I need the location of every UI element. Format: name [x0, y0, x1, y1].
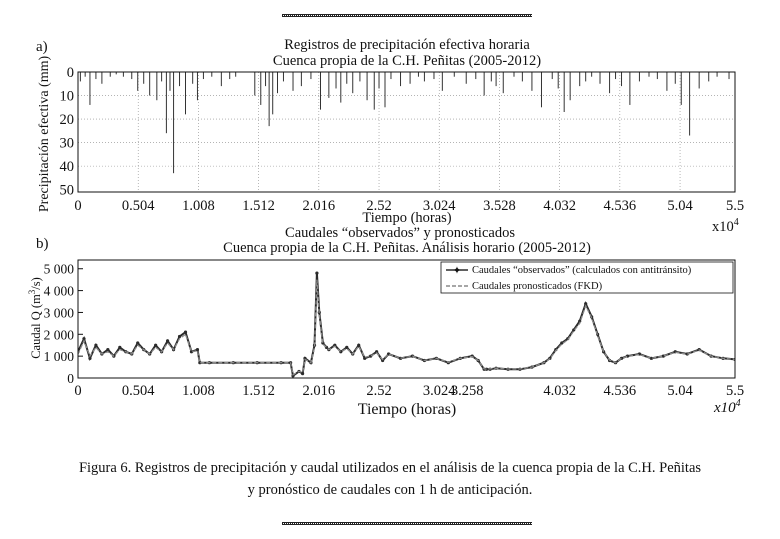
x-axis-label-b: Tiempo (horas): [357, 401, 457, 418]
panel-label-b: b): [36, 236, 49, 252]
x-tick-labels-b: [74, 383, 744, 399]
observed-flow-point: [301, 372, 304, 375]
x-tick-label: 0: [74, 383, 82, 399]
x-tick-label: 3.024: [422, 383, 456, 399]
caption-line-1: Figura 6. Registros de precipitación y caudal utilizados en el análisis de la cuenca propia de la C.H. Peñitas: [78, 460, 702, 476]
panel-label-a: a): [36, 39, 48, 55]
x-tick-label: 5.04: [667, 383, 693, 399]
y-tick-label: 0: [67, 371, 74, 386]
y-tick-label: 1 000: [43, 349, 74, 365]
chart-title-b: Caudales “observados” y pronosticados: [285, 225, 515, 241]
chart-subtitle-b: Cuenca propia de la C.H. Peñitas. Análisis horario (2005-2012): [223, 240, 591, 256]
observed-flow-point: [357, 344, 360, 347]
y-tick-label: 2 000: [43, 327, 74, 343]
x-tick-label: 2.52: [366, 198, 392, 214]
y-tick-labels-a: [60, 65, 75, 199]
x-tick-label: 2.016: [302, 383, 336, 399]
observed-flow-point: [166, 339, 169, 342]
x-tick-label: 1.512: [242, 198, 275, 214]
forecast-flow-line: [78, 280, 735, 375]
observed-flow-point: [345, 346, 348, 349]
observed-flow-point: [315, 272, 318, 275]
plot-frame-a: [78, 72, 735, 192]
y-tick-label: 20: [59, 112, 74, 129]
chart-subtitle-a: Cuenca propia de la C.H. Peñitas (2005-2012): [272, 53, 542, 69]
x-tick-label: 0.504: [121, 198, 155, 214]
y-tick-labels-b: [44, 262, 83, 386]
legend-label-forecast: Caudales pronosticados (FKD): [472, 281, 603, 292]
y-tick-label: 4 000: [43, 283, 74, 299]
y-tick-label: 3 000: [43, 305, 74, 321]
x-tick-label: 5.5: [725, 198, 745, 214]
observed-flow-point: [184, 331, 187, 334]
x-tick-label: 3.528: [483, 198, 516, 214]
x-tick-label: 2.016: [302, 198, 336, 214]
observed-flow-point: [106, 348, 109, 351]
y-tick-label: 30: [59, 135, 74, 152]
legend-label-observed: Caudales “observados” (calculados con antitránsito): [472, 265, 692, 276]
x-tick-label: 0.504: [121, 383, 155, 399]
observed-flow-point: [88, 357, 91, 360]
grid-a: [78, 72, 735, 192]
y-tick-label: 50: [59, 182, 74, 199]
y-tick-label: 5 000: [43, 261, 74, 277]
observed-flow-point: [178, 335, 181, 338]
precipitation-chart: [36, 37, 744, 235]
y-axis-label-b: Caudal Q $(m^3/s)$: [27, 277, 43, 359]
observed-flow-point: [94, 344, 97, 347]
x-tick-label: 1.512: [242, 383, 275, 399]
y-axis-label-a: Precipitación efectiva (mm): [37, 55, 52, 213]
streamflow-chart: [27, 225, 744, 418]
legend: [441, 262, 733, 293]
x-tick-label: 4.536: [603, 198, 637, 214]
x-tick-label: 4.032: [543, 383, 576, 399]
x-tick-label: 1.008: [182, 198, 215, 214]
x-tick-label: 0: [74, 198, 82, 214]
observed-flow-point: [136, 341, 139, 344]
legend-marker-observed: ✦: [452, 265, 462, 277]
figure-caption: [20, 457, 760, 501]
x-multiplier-b: $x10^4$: [714, 398, 741, 416]
precipitation-bars: [80, 72, 729, 173]
x-tick-label: 5.04: [667, 198, 693, 214]
x-tick-label: 4.536: [603, 383, 637, 399]
x-multiplier-a: $x10^4$: [712, 217, 739, 235]
x-tick-label: 1.008: [182, 383, 215, 399]
y-tick-label: 10: [59, 88, 74, 105]
y-tick-label: 40: [59, 159, 74, 176]
x-axis-label-a: Tiempo (horas): [362, 210, 452, 226]
x-tick-label: 3.024: [422, 198, 456, 214]
observed-flow-point: [196, 348, 199, 351]
x-tick-label: 2.52: [366, 383, 392, 399]
observed-flow-point: [118, 346, 121, 349]
x-tick-label: 4.032: [543, 198, 576, 214]
bottom-decorative-rule: [282, 522, 532, 525]
x-tick-label: 5.5: [725, 383, 745, 399]
y-tick-label: 0: [66, 65, 74, 81]
caption-line-2: y pronóstico de caudales con 1 h de anticipación.: [247, 482, 533, 498]
x-tick-label: 3.258: [450, 383, 484, 399]
chart-title-a: Registros de precipitación efectiva horaria: [284, 37, 530, 53]
observed-flow-point: [154, 344, 157, 347]
